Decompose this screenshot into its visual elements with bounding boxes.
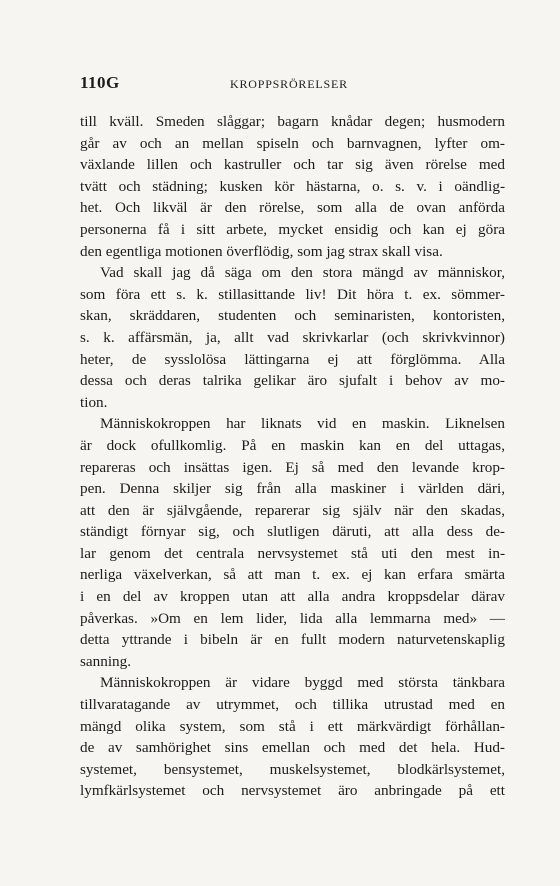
text-line: repareras och insättas igen. Ej så med den levande krop- <box>80 458 505 476</box>
text-line: lymfkärlsystemet och nervsystemet äro anbringade på ett <box>80 782 505 800</box>
text-line: de av samhörighet sins emellan och med det hela. Hud- <box>80 739 505 757</box>
text-line: sanning. <box>80 652 132 670</box>
text-line: som föra ett s. k. stillasittande liv! Dit höra t. ex. sömmer- <box>80 285 505 303</box>
text-line: tion. <box>80 393 108 411</box>
text-line: personerna få i sitt arbete, mycket ensidig och kan ej göra <box>80 220 505 238</box>
text-line: s. k. affärsmän, ja, allt vad skrivkarlar (och skrivkvinnor) <box>80 328 505 346</box>
text-line: tillvaratagande av utrymmet, och tillika utrustad med en <box>80 696 505 714</box>
text-line: dessa och deras talrika gelikar äro sjufalt i behov av mo- <box>80 372 505 390</box>
text-line: i en del av kroppen utan att alla andra kroppsdelar därav <box>80 588 505 606</box>
paragraph <box>80 672 505 802</box>
text-line: systemet, bensystemet, muskelsystemet, blodkärlsystemet, <box>80 760 505 778</box>
paragraph <box>80 111 505 262</box>
running-head: KROPPSRÖRELSER <box>230 77 348 91</box>
text-line: går av och an mellan spiseln och barnvagnen, lyfter om- <box>80 134 505 152</box>
text-line: heter, de sysslolösa lättingarna ej att förglömma. Alla <box>80 350 505 368</box>
text-line: het. Och likväl är den rörelse, som alla de ovan anförda <box>80 199 505 217</box>
page-number: 110G <box>80 73 120 92</box>
text-line: till kväll. Smeden slåggar; bagarn knådar degen; husmodern <box>80 113 505 130</box>
paragraph <box>80 262 505 413</box>
text-line: pen. Denna skiljer sig från alla maskiner i världen däri, <box>80 480 505 498</box>
text-line: den egentliga motionen överflödig, som jag strax skall visa. <box>80 242 443 260</box>
text-line: Människokroppen är vidare byggd med största tänkbara <box>100 674 505 692</box>
text-line: lar genom det centrala nervsystemet stå uti den mest in- <box>80 544 505 562</box>
text-line: Människokroppen har liknats vid en maskin. Liknelsen <box>100 415 505 433</box>
text-line: skan, skräddaren, studenten och seminaristen, kontoristen, <box>80 307 505 325</box>
text-line: att den är självgående, reparerar sig själv när den skadas, <box>80 501 505 519</box>
paragraph <box>80 413 505 672</box>
text-line: detta yttrande i bibeln är en fullt modern naturvetenskaplig <box>80 631 505 649</box>
text-line: mängd olika system, som stå i ett märkvärdigt förhållan- <box>80 717 505 735</box>
text-line: påverkas. »Om en lem lider, lida alla lemmarna med» — <box>80 609 505 627</box>
page-header <box>80 73 500 97</box>
text-line: växlande lillen och kastruller och tar sig även rörelse med <box>80 156 505 174</box>
text-line: tvätt och städning; kusken kör hästarna, o. s. v. i oändlig- <box>80 177 505 195</box>
text-line: nerliga växelverkan, så att man t. ex. ej kan erfara smärta <box>80 566 505 584</box>
text-line: är dock ofullkomlig. På en maskin kan en del uttagas, <box>80 436 505 454</box>
text-line: ständigt förnyar sig, och slutligen däruti, att alla dess de- <box>80 523 505 541</box>
body-text <box>80 111 505 802</box>
text-line: Vad skall jag då säga om den stora mängd av människor, <box>100 264 505 282</box>
